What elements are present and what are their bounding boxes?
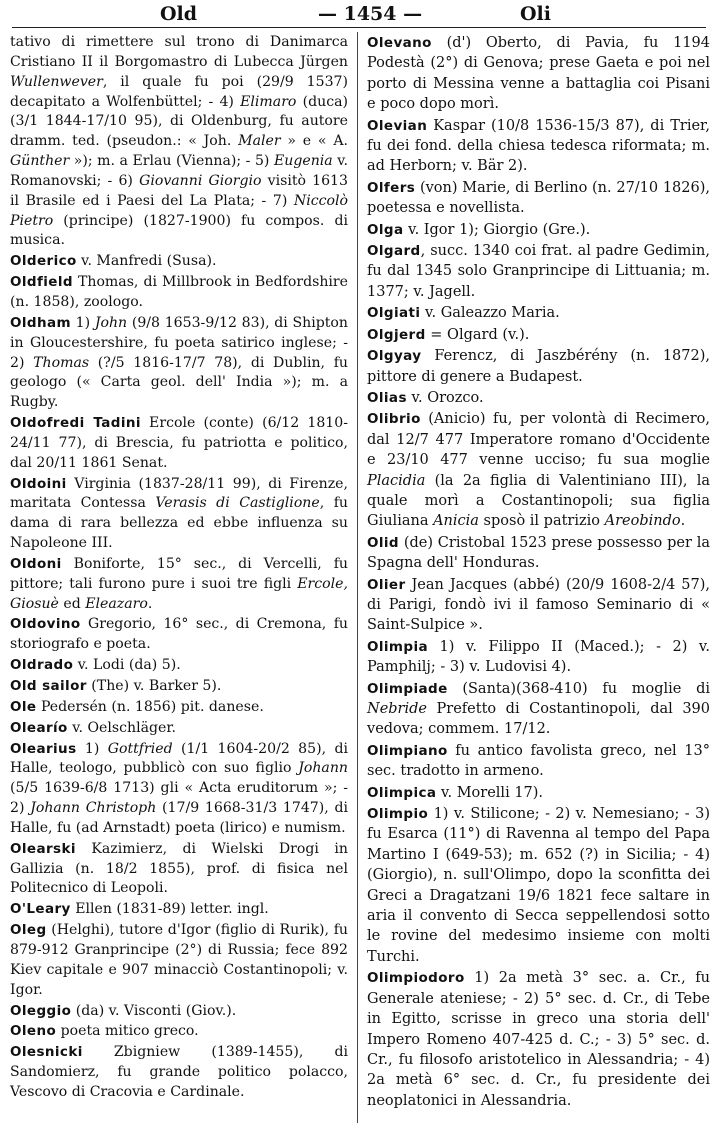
entry-italic-text: Giovanni Giorgio [139, 172, 262, 189]
dictionary-entry [367, 533, 710, 574]
entry-headword: Oleggio [10, 1002, 72, 1019]
entry-text: v. Morelli 17). [436, 784, 544, 801]
entry-italic-text: John [94, 314, 128, 331]
entry-text: fu antico favolista greco, nel 13° sec. tradotto in armeno. [367, 742, 710, 780]
entry-text: »); m. a Erlau (Vienna); - 5) [69, 153, 274, 170]
dictionary-entry [10, 698, 348, 718]
entry-headword: Olearío [10, 719, 68, 736]
dictionary-entry [10, 921, 348, 1000]
dictionary-entry [10, 252, 348, 272]
dictionary-entry [367, 409, 710, 531]
entry-text: v. Igor 1); Giorgio (Gre.). [403, 221, 591, 238]
entry-text: v. Manfredi (Susa). [76, 253, 217, 270]
entry-headword: Oldofredi Tadini [10, 415, 141, 432]
entry-text: Ferencz, di Jaszbérény (n. 1872), pittore di genere a Budapest. [367, 348, 710, 385]
dictionary-entry [367, 679, 710, 740]
entry-headword: Olimpio [367, 806, 429, 823]
entry-headword: Oldfield [10, 274, 73, 291]
entry-text: (la 2a figlia di Valentiniano III), la quale morì a Costantinopoli; sua figlia Giuliana [367, 472, 710, 530]
entry-italic-text: Placidia [367, 472, 426, 489]
entry-italic-text: Verasis di Castiglione [155, 495, 320, 512]
entry-headword: Olgard [367, 243, 421, 260]
entry-text: , succ. 1340 coi frat. al padre Gedimin, fu dal 1345 solo Granprincipe di Littuania; m. 1377; v. Jagell. [367, 243, 710, 300]
entry-headword: Olearski [10, 840, 76, 857]
entry-italic-text: Areobindo [604, 513, 681, 530]
entry-headword: Olimpia [367, 638, 428, 655]
entry-headword: Olier [367, 576, 406, 593]
entry-text: Gregorio, 16° sec., di Cremona, fu storiografo e poeta. [10, 616, 348, 653]
dictionary-entry [367, 220, 710, 240]
entry-text: poeta mitico greco. [56, 1023, 199, 1040]
entry-text: 1) [70, 314, 95, 331]
entry-text: (Santa)(368-410) fu moglie di [447, 680, 710, 697]
dictionary-entry [367, 325, 710, 345]
entry-headword: Oleno [10, 1023, 57, 1040]
entry-headword: Oldoini [10, 475, 67, 492]
entry-headword: Olevian [367, 117, 428, 134]
entry-headword: Olgyay [367, 348, 422, 365]
entry-text: Ellen (1831-89) letter. ingl. [70, 901, 269, 918]
entry-text: , fu dama di rara bellezza ed ebbe influenza su Napoleone III. [10, 495, 348, 552]
entry-italic-text: Niccolò Pietro [10, 192, 348, 229]
entry-italic-text: Ercole, Giosuè [10, 575, 348, 612]
entry-text: (d') Oberto, di Pavia, fu 1194 Podestà (2°) di Genova; prese Gaeta e poi nel porto di Messina venne a battaglia coi Pisani e poco dopo morì. [367, 35, 710, 113]
entry-text: ed [58, 595, 86, 612]
entry-text: Pedersén (n. 1856) pit. danese. [36, 698, 264, 715]
entry-text: , il quale fu poi (29/9 1537) decapitato a Wolfenbüttel; - 4) [10, 73, 348, 110]
dictionary-entry [367, 33, 710, 115]
right-column [367, 33, 710, 1112]
dictionary-entry [367, 303, 710, 323]
entry-italic-text: Johann [298, 760, 348, 777]
page-header [0, 0, 718, 30]
entry-text: (principe) (1827-1900) fu compos. di musica. [10, 212, 348, 249]
entry-headword: Oldovino [10, 616, 81, 633]
entry-text: Virginia (1837-28/11 99), di Firenze, maritata Contessa [10, 475, 348, 512]
entry-headword: Olimpica [367, 784, 437, 801]
entry-headword: Olimpiodoro [367, 970, 465, 987]
entry-text: (The) v. Barker 5). [86, 678, 222, 694]
entry-text: (Anicio) fu, per volontà di Recimero, dal 12/7 477 Imperatore romano d'Occidente e 23/10 477 venne ucciso; fu sua moglie [367, 411, 710, 469]
entry-italic-text: Johann Christoph [30, 800, 157, 817]
entry-text: (duca) (3/1 1844-17/10 95), di Oldenburg, fu autore dramm. ted. (pseudon.: « Joh. [10, 93, 348, 150]
entry-text: v. Galeazzo Maria. [420, 305, 560, 322]
entry-text: Jean Jacques (abbé) (20/9 1608-2/4 57), di Parigi, fondò ivi il famoso Seminario di « Saint-Sulpice ». [367, 576, 710, 634]
entry-headword: Oldrado [10, 657, 74, 674]
entry-headword: Olearius [10, 740, 77, 757]
entry-text: (von) Marie, di Berlino (n. 27/10 1826), poetessa e novellista. [367, 179, 710, 217]
dictionary-entry [367, 346, 710, 387]
entry-headword: Old sailor [10, 678, 87, 694]
entry-text: Zbigniew (1389-1455), di Sandomierz, fu grande politico polacco, Vescovo di Cracovia e Cardinale. [10, 1044, 348, 1100]
dictionary-entry [367, 741, 710, 782]
entry-headword: Olibrio [367, 411, 421, 428]
dictionary-entry [367, 968, 710, 1111]
dictionary-entry [367, 388, 710, 408]
dictionary-entry [10, 656, 348, 676]
entry-headword: Olias [367, 389, 407, 406]
left-column [10, 33, 348, 1104]
entry-text: v. Lodi (da) 5). [73, 657, 181, 674]
entry-italic-text: Eugenia [273, 153, 333, 170]
entry-text: 1) [76, 740, 108, 757]
dictionary-entry [367, 804, 710, 967]
dictionary-entry [10, 1002, 348, 1022]
entry-headword: Oleg [10, 922, 47, 939]
entry-headword: Olgjerd [367, 326, 426, 343]
entry-text: Kazimierz, di Wielski Drogi in Gallizia (n. 18/2 1855), prof. di fisica nel Politecnico di Leopoli. [10, 840, 348, 897]
entry-text: = Olgard (v.). [425, 326, 530, 343]
dictionary-entry [10, 33, 348, 251]
dictionary-entry [367, 783, 710, 803]
entry-text: (?/5 1816-17/7 78), di Dublin, fu geologo (« Carta geol. dell' India »); m. a Rugby. [10, 354, 348, 411]
entry-italic-text: Elimaro [240, 93, 297, 110]
entry-text: v. Oelschläger. [67, 719, 177, 736]
entry-text: (de) Cristobal 1523 prese possesso per la Spagna dell' Honduras. [367, 534, 710, 572]
entry-headword: Olesnicki [10, 1044, 83, 1061]
entry-text: (Helghi), tutore d'Igor (figlio di Rurik), fu 879-912 Granprincipe (2°) di Russia; fece 892 Kiev capitale e 907 minacciò Costantinopoli; v. Igor. [10, 922, 348, 998]
entry-italic-text: Wullenwever [10, 73, 103, 90]
entry-headword: Olimpiade [367, 680, 448, 697]
dictionary-entry [367, 116, 710, 177]
dictionary-entry [10, 273, 348, 313]
dictionary-entry [367, 637, 710, 678]
entry-italic-text: Gottfried [107, 740, 173, 757]
entry-headword: Olimpiano [367, 742, 448, 759]
dictionary-entry [367, 241, 710, 302]
entry-headword: Olgiati [367, 305, 421, 322]
dictionary-entry [367, 178, 710, 219]
entry-text: 1) 2a metà 3° sec. a. Cr., fu Generale ateniese; - 2) 5° sec. d. Cr., di Tebe in Egitto, scrisse in greco una storia dell' Impero Romeno 407-425 d. C.; - 3) 5° sec. d. Cr., fu filosofo aristotelico in Alessandria; - 4) 2a metà 6° sec. d. Cr., fu presidente dei neoplatonici in Alessandria. [367, 970, 710, 1109]
entry-text: Prefetto di Costantinopoli, dal 390 vedova; commem. 17/12. [367, 701, 710, 738]
dictionary-entry [10, 414, 348, 474]
entry-text: tativo di rimettere sul trono di Danimarca Cristiano II il Borgomastro di Lubecca Jürgen [10, 34, 348, 70]
entry-text: Boniforte, 15° sec., di Vercelli, fu pittore; tali furono pure i suoi tre figli [10, 555, 348, 592]
entry-text: v. Romanovski; - 6) [10, 153, 349, 189]
entry-italic-text: Anicia [433, 513, 479, 530]
entry-headword: O'Leary [10, 901, 71, 918]
entry-text: 1) v. Stilicone; - 2) v. Nemesiano; - 3) fu Esarca (11°) di Ravenna al tempo del Papa Martino I (649-53); m. 652 (?) in Sicilia; - 4) (Giorgio), n. sull'Olimpo, dopo la sconfitta dei Greci a Dragatzani 19/6 1821 fece saltare in aria il convento di Secca seppellendosi sotto le rovine del medesimo insieme con molti Turchi. [367, 806, 710, 965]
entry-headword: Olga [367, 221, 404, 238]
entry-text: visitò 1613 il Brasile ed i Paesi del La Plata; - 7) [10, 172, 348, 209]
dictionary-entry [10, 1022, 348, 1042]
page-number: — 1454 — [318, 3, 423, 25]
dictionary-entry [10, 615, 348, 655]
dictionary-entry [10, 677, 348, 697]
entry-text: . [680, 513, 686, 530]
entry-text: Thomas, di Millbrook in Bedfordshire (n. 1858), zoologo. [10, 274, 348, 310]
dictionary-entry [10, 314, 348, 413]
entry-text: (17/9 1668-31/3 1747), di Halle, fu (ad Arnstadt) poeta (lirico) e numism. [10, 800, 348, 836]
entry-italic-text: Maler [238, 133, 281, 150]
dictionary-entry [10, 719, 348, 739]
entry-text: sposò il patrizio [478, 513, 605, 530]
entry-headword: Olid [367, 534, 399, 551]
entry-text: Ercole (conte) (6/12 1810-24/11 77), di Brescia, fu patriotta e politico, dal 20/11 1861 Senat. [10, 415, 348, 471]
dictionary-entry [10, 900, 348, 920]
entry-text: » e « A. [280, 133, 348, 150]
entry-text: (5/5 1639-6/8 1713) gli « Acta eruditorum »; - 2) [10, 780, 348, 817]
entry-headword: Oldham [10, 314, 71, 331]
dictionary-entry [10, 1043, 348, 1103]
entry-text: Kaspar (10/8 1536-15/3 87), di Trier, fu dei fond. della chiesa tedesca riformata; m. ad Herborn; v. Bär 2). [367, 117, 710, 175]
entry-italic-text: Nebride [367, 701, 427, 717]
entry-headword: Oldoni [10, 555, 62, 572]
entry-text: (da) v. Visconti (Giov.). [71, 1002, 237, 1019]
entry-headword: Olderico [10, 253, 77, 270]
dictionary-entry [367, 575, 710, 636]
column-divider [357, 32, 358, 1123]
dictionary-entry [10, 740, 348, 839]
dictionary-entry [10, 555, 348, 615]
header-rule [12, 27, 706, 28]
entry-headword: Ole [10, 698, 37, 715]
entry-headword: Olevano [367, 35, 432, 51]
entry-text: v. Orozco. [406, 389, 484, 406]
entry-italic-text: Eleazaro [85, 595, 148, 612]
dictionary-entry [10, 840, 348, 900]
entry-text: (1/1 1604-20/2 85), di Halle, teologo, pubblicò con suo figlio [10, 740, 348, 777]
entry-text: 1) v. Filippo II (Maced.); - 2) v. Pamphilj; - 3) v. Ludovisi 4). [367, 638, 710, 676]
entry-text: (9/8 1653-9/12 83), di Shipton in Gloucestershire, fu poeta satirico inglese; - 2) [10, 314, 348, 371]
entry-text: . [147, 595, 153, 612]
header-left-guideword: Old [160, 3, 198, 25]
entry-headword: Olfers [367, 179, 416, 196]
entry-italic-text: Thomas [33, 354, 90, 371]
dictionary-entry [10, 475, 348, 554]
header-right-guideword: Oli [520, 3, 551, 25]
entry-italic-text: Günther [10, 153, 70, 170]
